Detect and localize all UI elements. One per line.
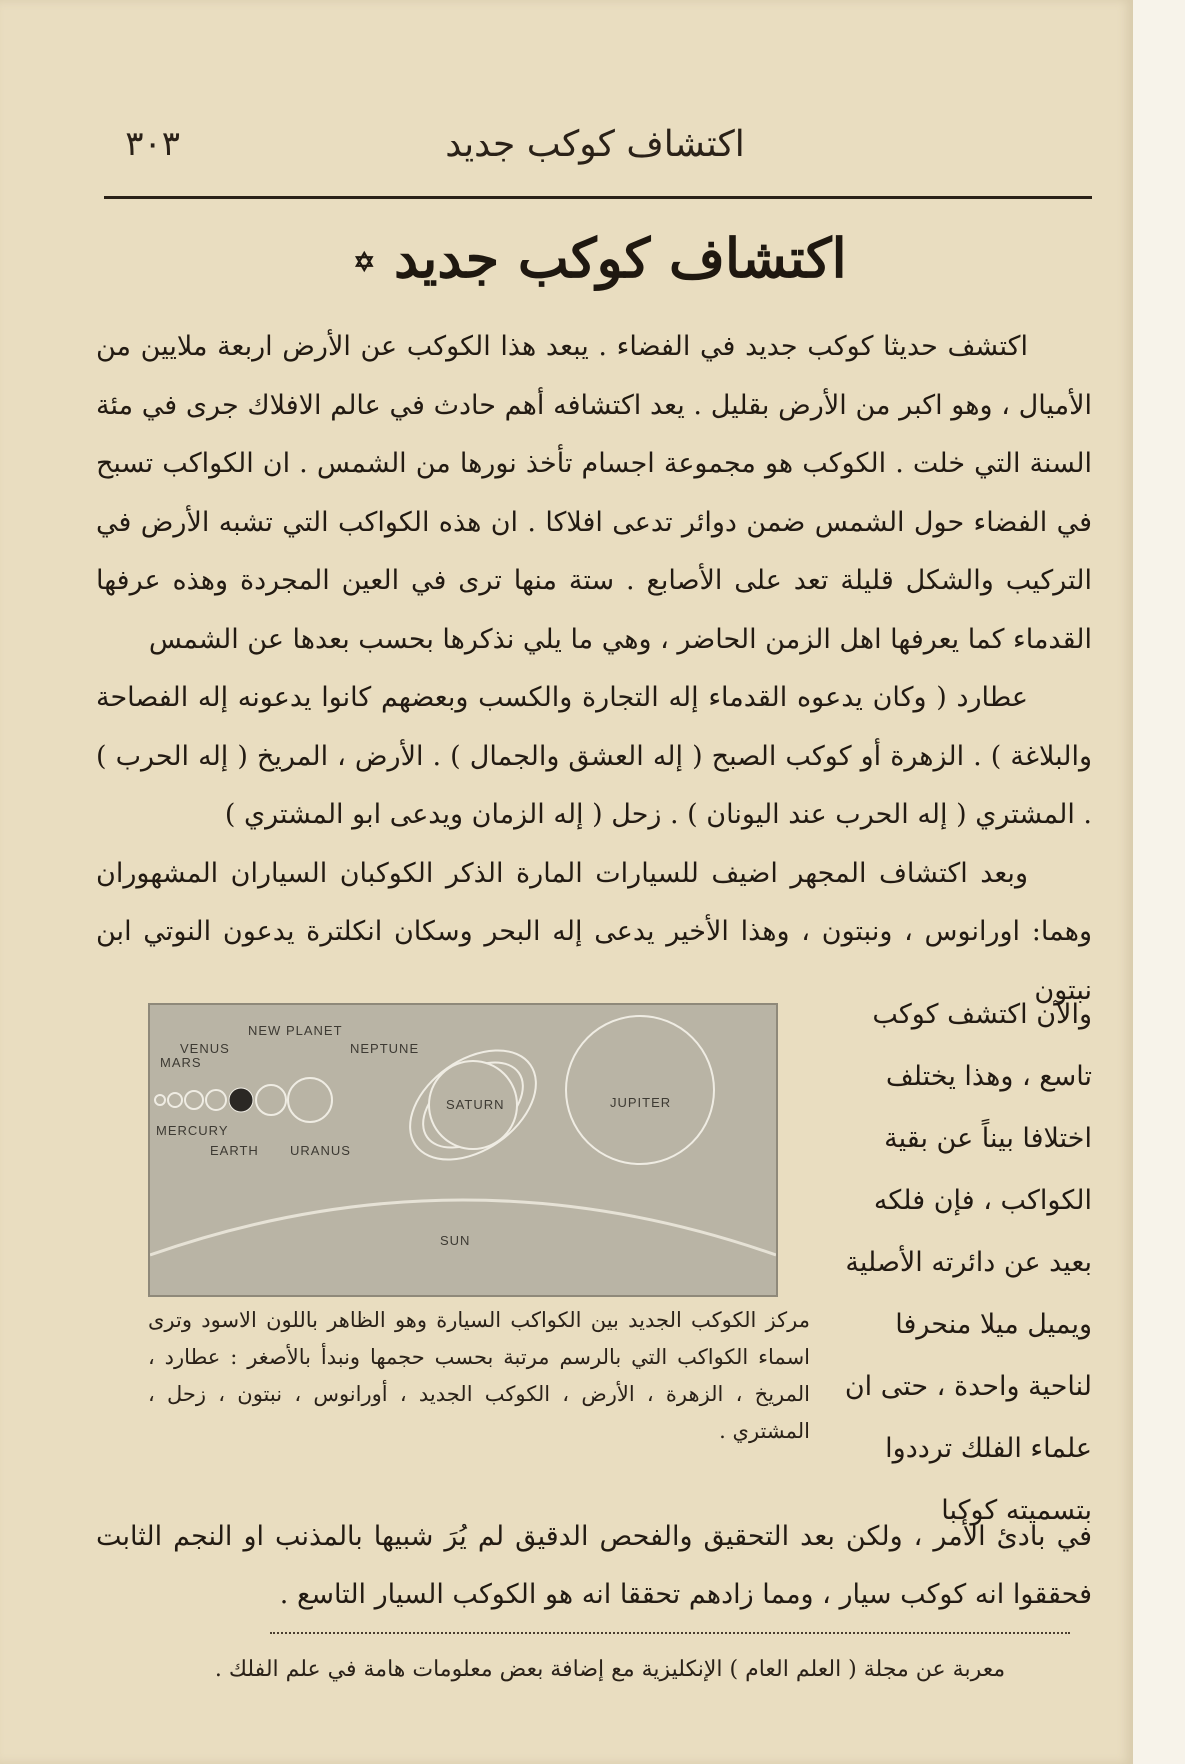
page-margin <box>1133 0 1185 1764</box>
neptune-label: NEPTUNE <box>350 1041 420 1056</box>
footnote: معربة عن مجلة ( العلم العام ) الإنكليزية مع إضافة بعض معلومات هامة في علم الفلك . <box>214 1657 1006 1682</box>
mars-label: MARS <box>160 1055 202 1070</box>
paragraph: وبعد اكتشاف المجهر اضيف للسيارات المارة الذكر الكوكبان السياران المشهوران وهما: اورانوس ، ونبتون ، وهذا الأخير يدعى إله البحر وسكان انكلترة يدعون النوتي ابن نبتون <box>96 857 1092 1006</box>
planet-size-diagram <box>150 1005 776 1295</box>
side-column-text: والآن اكتشف كوكب تاسع ، وهذا يختلف اختلافا بيناً عن بقية الكواكب ، فإن فلكه بعيد عن دائرته الأصلية ويميل ميلا منحرفا لناحية واحدة ، حتى ان علماء الفلك ترددوا بتسميته كوكبا <box>844 999 1092 1526</box>
paragraph: عطارد ( وكان يدعوه القدماء إله التجارة والكسب وبعضهم كانوا يدعونه إله الفصاحة والبلاغة ) . الزهرة أو كوكب الصبح ( إله العشق والجمال ) . الأرض ، المريخ ( إله الحرب ) . المشتري ( إله الحرب عند اليونان ) . زحل ( إله الزمان ويدعى ابو المشتري ) <box>96 682 1092 830</box>
solar-system-figure <box>148 1003 778 1297</box>
running-header <box>100 120 1090 180</box>
venus-label: VENUS <box>180 1041 230 1056</box>
sun-label: SUN <box>440 1233 471 1248</box>
header-rule <box>104 196 1092 199</box>
new-planet <box>229 1088 253 1112</box>
uranus-label: URANUS <box>290 1143 351 1158</box>
paragraph: اكتشف حديثا كوكب جديد في الفضاء . يبعد هذا الكوكب عن الأرض اربعة ملايين من الأميال ، وهو اكبر من الأرض بقليل . يعد اكتشافه أهم حادث في عالم الافلاك جرى في مئة السنة التي خلت . الكوكب هو مجموعة اجسام تأخذ نورها من الشمس . ان الكواكب تسبح في الفضاء حول الشمس ضمن دوائر تدعى افلاكا . ان هذه الكواكب التي تشبه الأرض في التركيب والشكل قليلة تعد على الأصابع . ستة منها ترى في العين المجردة وهذه عرفها القدماء كما يعرفها اهل الزمن الحاضر ، وهي ما يلي نذكرها بحسب بعدها عن الشمس <box>96 331 1092 655</box>
article-title <box>150 218 1050 298</box>
page-number: ٣٠٣ <box>125 124 180 164</box>
article-body <box>96 318 1092 1020</box>
footnote-divider <box>270 1632 1070 1634</box>
star-icon: ✡ <box>353 247 376 278</box>
new-planet-label: NEW PLANET <box>248 1023 343 1038</box>
article-title-text: اكتشاف كوكب جديد <box>393 226 847 290</box>
saturn-label: SATURN <box>446 1097 505 1112</box>
earth-label: EARTH <box>210 1143 259 1158</box>
mercury-label: MERCURY <box>156 1123 229 1138</box>
running-title: اكتشاف كوكب جديد <box>445 124 745 165</box>
article-conclusion: في بادئ الأمر ، ولكن بعد التحقيق والفحص الدقيق لم يُرَ شبيها بالمذنب او النجم الثابت فحققوا انه كوكب سيار ، ومما زادهم تحققا انه هو الكوكب السيار التاسع . <box>96 1521 1092 1610</box>
jupiter-label: JUPITER <box>610 1095 672 1110</box>
figure-caption: مركز الكوكب الجديد بين الكواكب السيارة وهو الظاهر باللون الاسود وترى اسماء الكواكب التي بالرسم مرتبة بحسب حجمها ونبدأ بالأصغر : عطارد ، المريخ ، الزهرة ، الأرض ، الكوكب الجديد ، أورانوس ، نبتون ، زحل ، المشتري . <box>148 1308 810 1443</box>
